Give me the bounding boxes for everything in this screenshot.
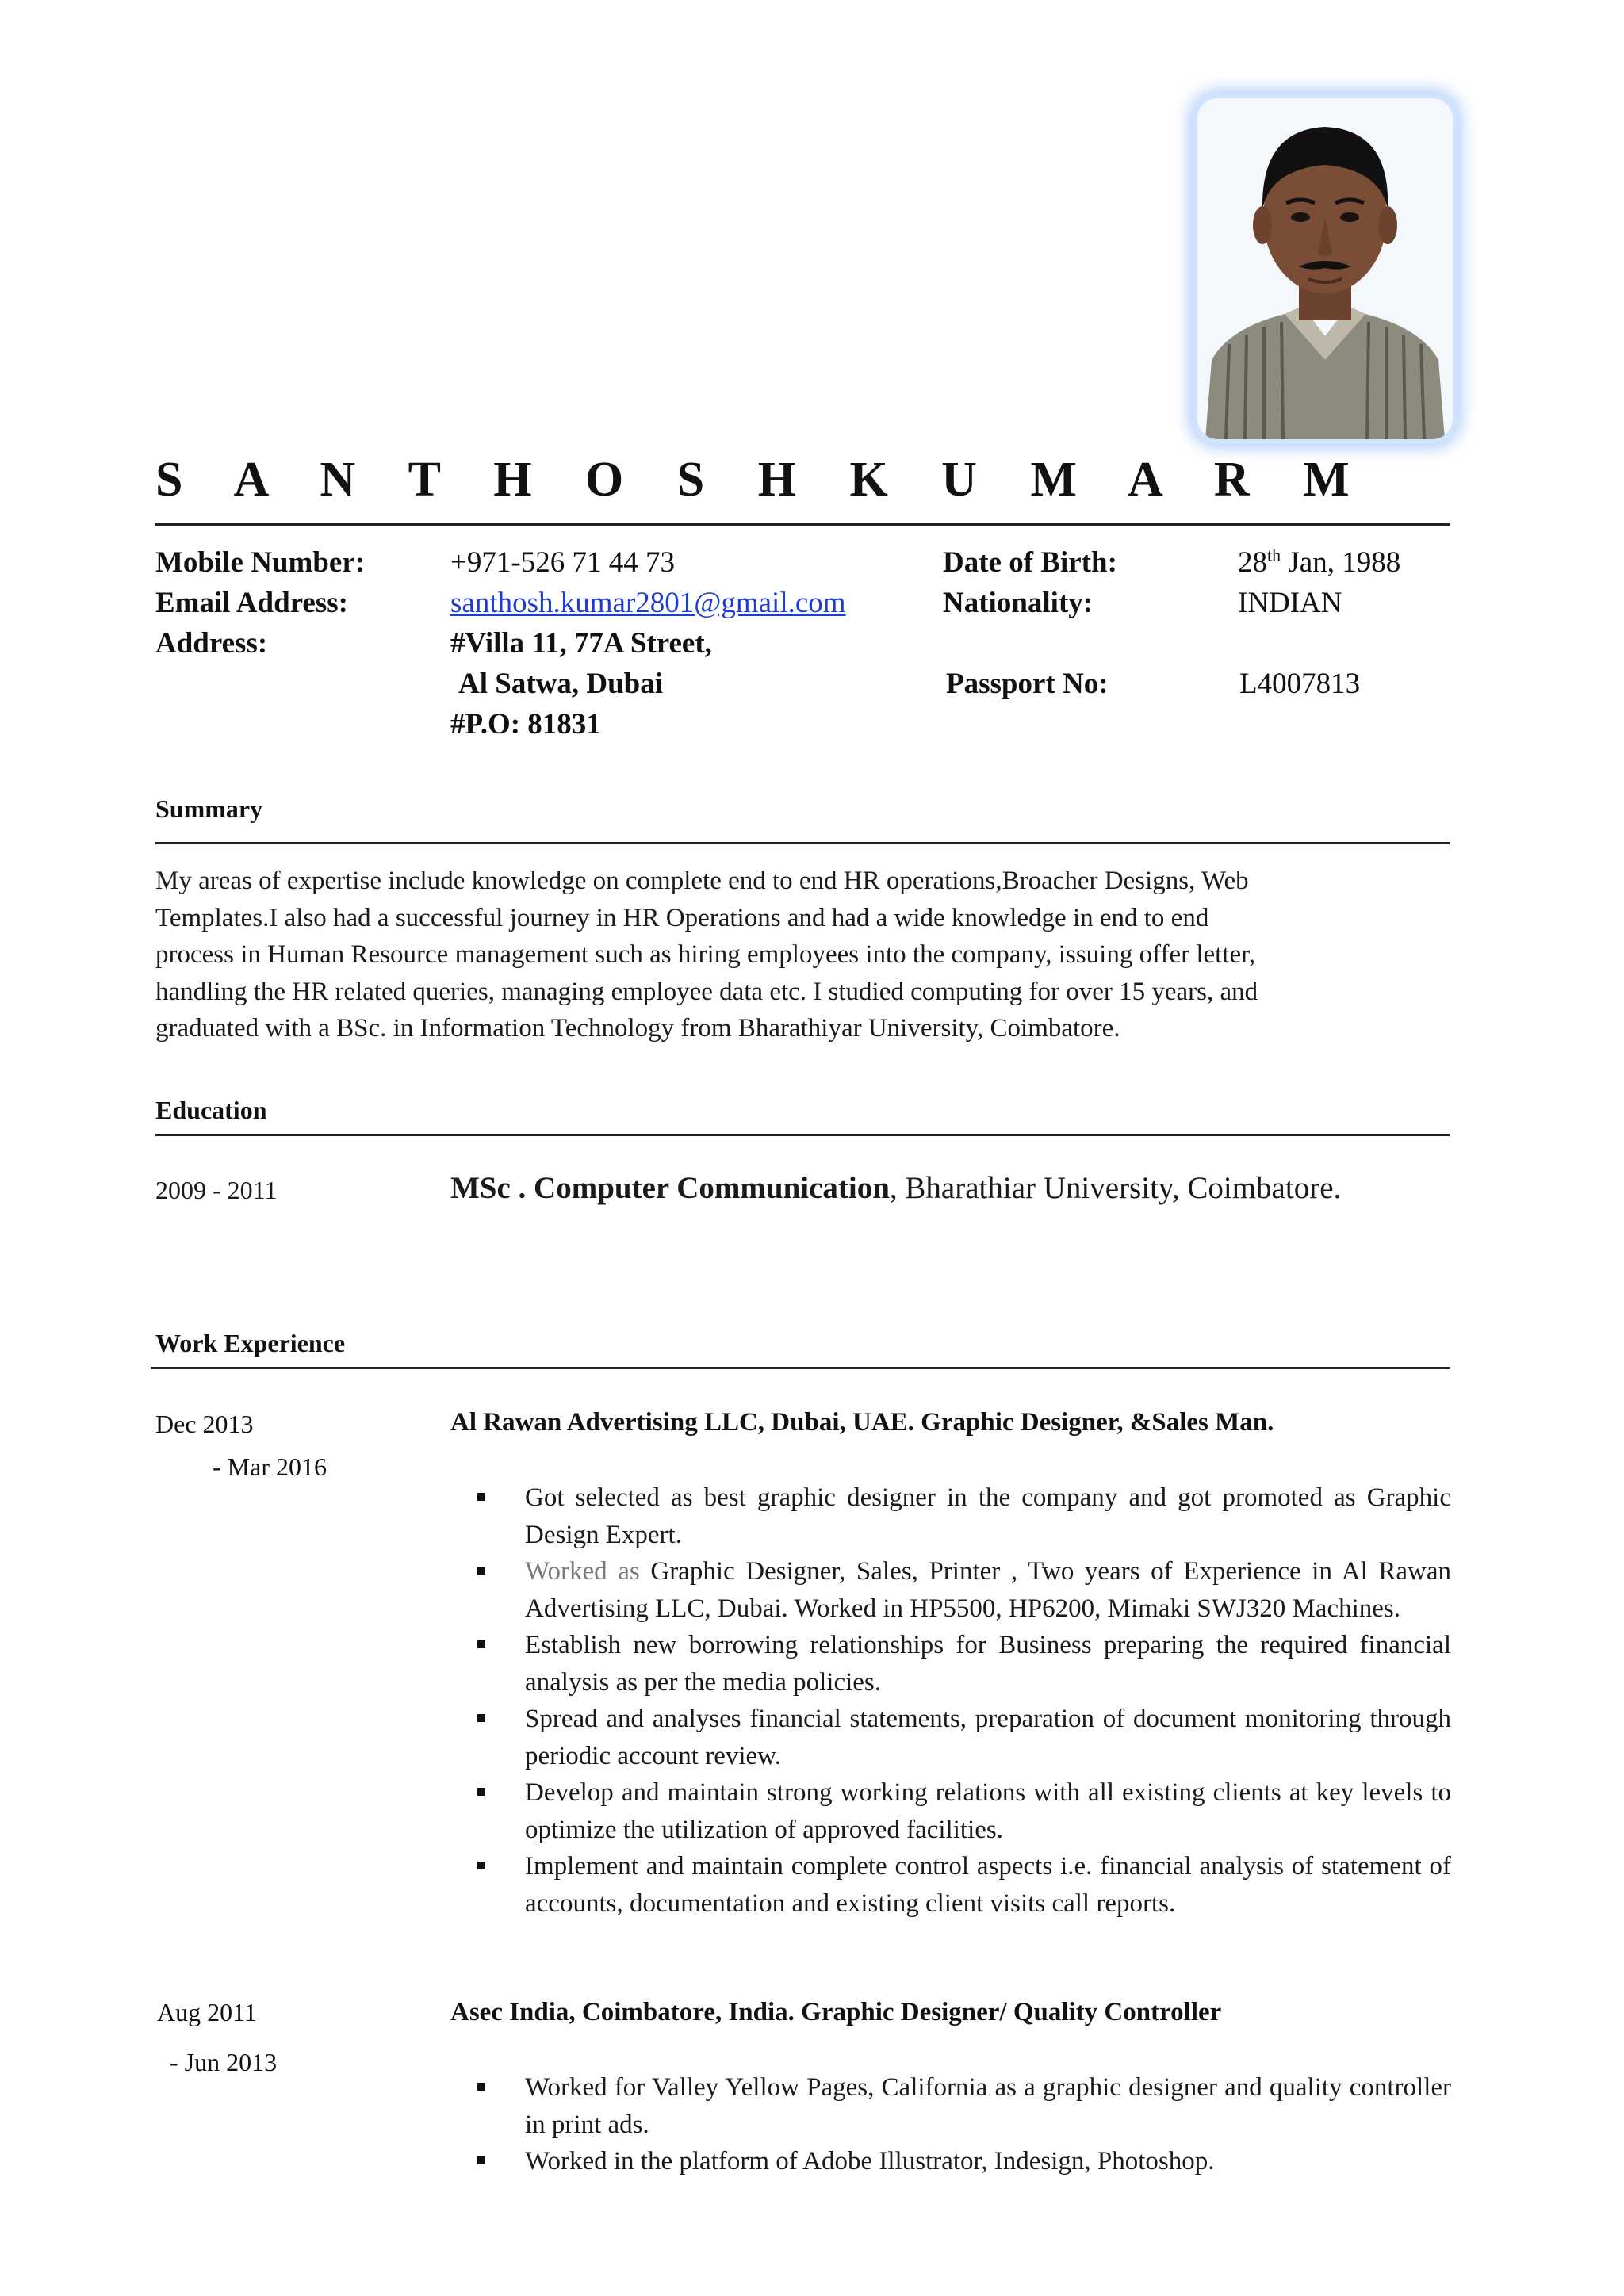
list-item	[473, 1701, 1451, 1774]
summary-line: process in Human Resource management such as hiring employees into the company, issuing offer letter,	[155, 940, 1256, 969]
passport-label: Passport No:	[946, 668, 1109, 700]
bullet-text: Worked in the platform of Adobe Illustrator, Indesign, Photoshop.	[525, 2147, 1215, 2175]
bullet-text: Develop and maintain strong working relations with all existing clients at key levels to optimize the utilization of approved facilities.	[525, 1778, 1451, 1844]
bullet-text: Got selected as best graphic designer in the company and got promoted as Graphic Design Expert.	[525, 1483, 1451, 1549]
job-date-end: - Mar 2016	[213, 1452, 327, 1481]
bullet-prefix: Worked as	[525, 1557, 651, 1586]
education-heading: Education	[155, 1096, 267, 1124]
job-date-start: Aug 2011	[157, 1998, 257, 2026]
bullet-icon	[477, 1862, 485, 1869]
list-item	[473, 1848, 1451, 1922]
list-item	[473, 1774, 1451, 1848]
bullet-icon	[477, 1714, 485, 1722]
bullet-icon	[477, 1493, 485, 1501]
job-responsibilities	[473, 1479, 1451, 1922]
summary-line: Templates.I also had a successful journey in HR Operations and had a wide knowledge in end to end	[155, 903, 1209, 932]
bullet-text: Graphic Designer, Sales, Printer , Two years of Experience in Al Rawan Advertising LLC, Dubai. Worked in HP5500, HP6200, Mimaki SWJ320 Machines.	[525, 1557, 1451, 1623]
profile-photo	[1197, 98, 1453, 439]
address-label: Address:	[155, 627, 268, 660]
job-responsibilities	[473, 2069, 1451, 2180]
email-link[interactable]: santhosh.kumar2801@gmail.com	[450, 587, 846, 619]
summary-text	[155, 863, 1450, 1047]
summary-line: graduated with a BSc. in Information Technology from Bharathiyar University, Coimbatore.	[155, 1014, 1120, 1043]
bullet-icon	[477, 1567, 485, 1575]
bullet-icon	[477, 2156, 485, 2164]
job-title: Asec India, Coimbatore, India. Graphic Designer/ Quality Controller	[450, 1998, 1222, 2026]
address-line-3: #P.O: 81831	[450, 708, 601, 740]
passport-value: L4007813	[1239, 668, 1361, 700]
list-item	[473, 2069, 1451, 2143]
bullet-icon	[477, 1788, 485, 1796]
education-entry	[450, 1170, 1341, 1206]
dob-label: Date of Birth:	[943, 546, 1117, 579]
dob-value	[1238, 545, 1400, 580]
name-divider	[155, 523, 1450, 526]
summary-heading: Summary	[155, 794, 263, 823]
list-item	[473, 2143, 1451, 2180]
bullet-text: Worked for Valley Yellow Pages, California as a graphic designer and quality controller in print ads.	[525, 2073, 1451, 2139]
email-label: Email Address:	[155, 587, 348, 619]
job-date-start: Dec 2013	[155, 1410, 254, 1438]
mobile-label: Mobile Number:	[155, 546, 366, 579]
work-divider	[151, 1367, 1450, 1369]
work-heading: Work Experience	[155, 1329, 346, 1357]
job-title: Al Rawan Advertising LLC, Dubai, UAE. Graphic Designer, &Sales Man.	[450, 1408, 1274, 1437]
dob-day: 28	[1238, 546, 1267, 579]
list-item	[473, 1479, 1451, 1553]
nationality-label: Nationality:	[943, 587, 1094, 619]
dob-rest: Jan, 1988	[1281, 546, 1401, 579]
bullet-text: Establish new borrowing relationships for Business preparing the required financial analysis as per the media policies.	[525, 1631, 1451, 1697]
nationality-value: INDIAN	[1238, 587, 1342, 619]
bullet-text: Implement and maintain complete control aspects i.e. financial analysis of statement of accounts, documentation and existing client visits call reports.	[525, 1852, 1451, 1918]
mobile-value: +971-526 71 44 73	[450, 546, 675, 579]
job-date-end: - Jun 2013	[170, 2048, 278, 2076]
bullet-text: Spread and analyses financial statements, preparation of document monitoring through periodic account review.	[525, 1705, 1451, 1770]
education-divider	[155, 1134, 1450, 1136]
summary-line: My areas of expertise include knowledge on complete end to end HR operations,Broacher Designs, Web	[155, 867, 1249, 895]
list-item	[473, 1627, 1451, 1701]
profile-photo-image	[1197, 98, 1453, 439]
summary-line: handling the HR related queries, managing employee data etc. I studied computing for over 15 years, and	[155, 977, 1258, 1006]
list-item	[473, 1553, 1451, 1627]
bullet-icon	[477, 1640, 485, 1648]
candidate-name: S A N T H O S H K U M A R M	[155, 453, 1370, 507]
dob-suffix: th	[1267, 545, 1281, 565]
education-institution: , Bharathiar University, Coimbatore.	[889, 1171, 1342, 1205]
bullet-icon	[477, 2083, 485, 2091]
address-line-1: #Villa 11, 77A Street,	[450, 627, 712, 660]
education-degree: MSc . Computer Communication	[450, 1171, 890, 1205]
summary-divider	[155, 842, 1450, 844]
education-years: 2009 - 2011	[155, 1176, 278, 1204]
address-line-2: Al Satwa, Dubai	[458, 668, 664, 700]
